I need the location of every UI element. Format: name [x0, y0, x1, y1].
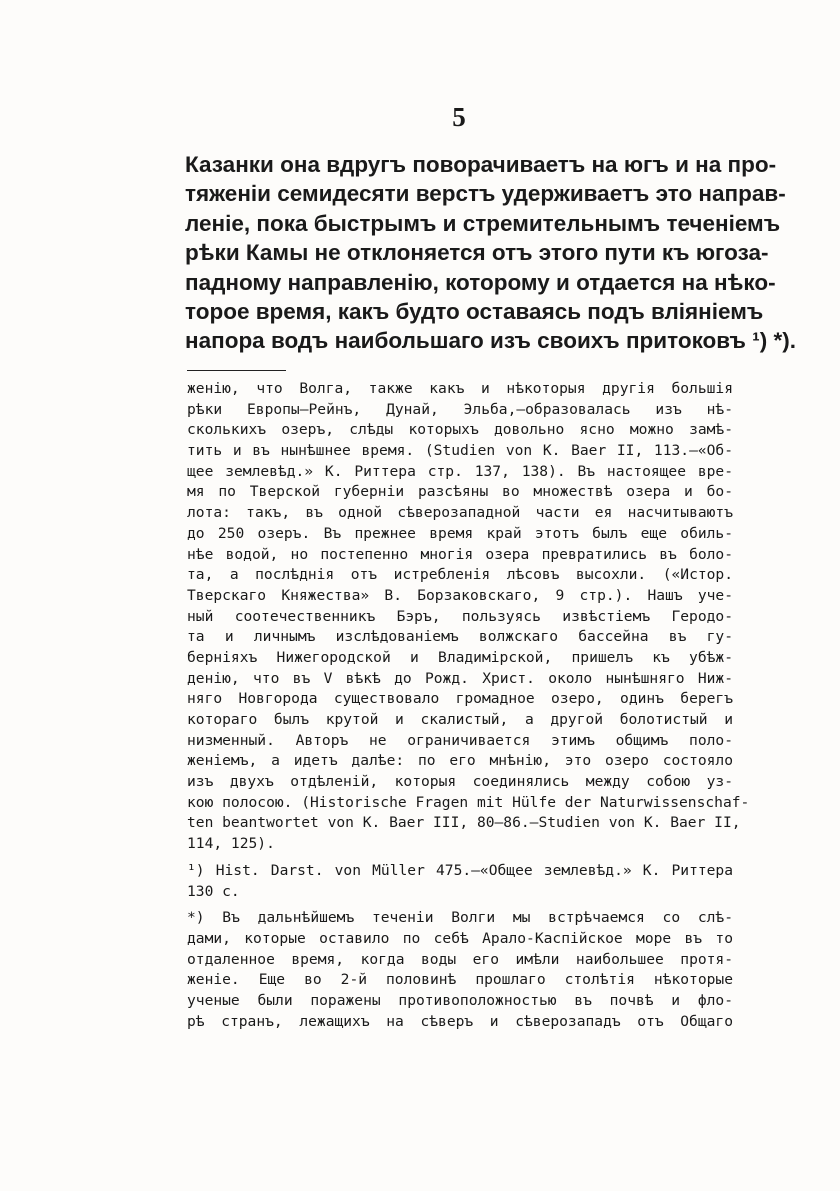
footnote-line: рѣки Европы—Рейнъ, Дунай, Эльба,—образовалась изъ нѣ-	[187, 400, 733, 418]
footnote-line: ученые были поражены противоположностью въ почвѣ и фло-	[187, 991, 733, 1009]
footnotes	[187, 379, 750, 1032]
footnote-line: та, а послѣднія отъ истребленія лѣсовъ высохли. («Истор.	[187, 566, 733, 584]
footnote-line: 130 с.	[187, 882, 240, 900]
main-line: торое время, какъ будто оставаясь подъ вліяніемъ	[185, 298, 764, 324]
footnote-line: низменный. Авторъ не ограничивается этимъ общимъ поло-	[187, 731, 733, 749]
main-paragraph	[185, 150, 796, 356]
footnote-line: кою полосою. (Historische Fragen mit Hülfe der Naturwissenschaf-	[187, 793, 750, 811]
main-line: тяженіи семидесяти верстъ удерживаетъ это направ-	[185, 181, 786, 207]
footnote-line: сколькихъ озеръ, слѣды которыхъ довольно ясно можно замѣ-	[187, 421, 733, 439]
main-line: леніе, пока быстрымъ и стремительнымъ теченіемъ	[185, 210, 781, 236]
footnote-line: нѣе водой, но постепенно многія озера превратились въ боло-	[187, 545, 733, 563]
footnote-line: котораго былъ крутой и скалистый, а другой болотистый и	[187, 711, 733, 728]
footnote-line: *) Въ дальнѣйшемъ теченіи Волги мы встрѣчаемся со слѣ-	[187, 909, 733, 927]
footnote-1	[187, 861, 733, 902]
footnote-divider	[187, 370, 286, 371]
main-line: Казанки она вдругъ поворачиваетъ на югъ и на про-	[185, 152, 777, 177]
footnote-continuation	[187, 379, 750, 855]
footnote-line: 114, 125).	[187, 835, 275, 853]
footnote-line: женіемъ, а идетъ далѣе: по его мнѣнію, это озеро состояло	[187, 752, 733, 770]
footnote-line: Тверскаго Княжества» В. Борзаковскаго, 9 стр.). Нашъ уче-	[187, 586, 733, 604]
footnote-line: берніяхъ Нижегородской и Владимірской, пришелъ къ убѣж-	[187, 648, 733, 666]
footnote-line: до 250 озеръ. Въ прежнее время край этотъ былъ еще обиль-	[187, 524, 733, 542]
main-line: падному направленію, которому и отдается на нѣко-	[185, 269, 776, 295]
footnote-line: тить и въ нынѣшнее время. (Studien von K. Baer II, 113.—«Об-	[187, 442, 733, 460]
footnote-line: ный соотечественникъ Бэръ, пользуясь извѣстіемъ Геродо-	[187, 607, 733, 625]
footnote-line: дами, которые оставило по себѣ Арало-Каспійское море въ то	[187, 929, 733, 947]
footnote-line: изъ двухъ отдѣленій, которыя соединялись между собою уз-	[187, 773, 733, 791]
footnote-line: та и личнымъ изслѣдованіемъ волжскаго бассейна въ гу-	[187, 628, 733, 646]
footnote-line: мя по Тверской губерніи разсѣяны во множествѣ озера и бо-	[187, 483, 733, 501]
main-line: рѣки Камы не отклоняется отъ этого пути къ югоза-	[185, 240, 769, 266]
main-line: напора водъ наибольшаго изъ своихъ притоковъ ¹) *).	[185, 328, 796, 354]
footnote-line: отдаленное время, когда воды его имѣли наибольшее протя-	[187, 950, 733, 968]
footnote-line: щее землевѣд.» К. Риттера стр. 137, 138). Въ настоящее вре-	[187, 462, 733, 480]
footnote-line: женіе. Еще во 2-й половинѣ прошлаго столѣтія нѣкоторые	[187, 971, 733, 989]
footnote-line: женію, что Волга, также какъ и нѣкоторыя другія большія	[187, 380, 733, 397]
footnote-line: рѣ странъ, лежащихъ на сѣверъ и сѣверозападъ отъ Общаго	[187, 1012, 733, 1030]
footnote-line: денію, что въ V вѣкѣ до Рожд. Христ. около нынѣшняго Ниж-	[187, 669, 733, 687]
footnote-line: ¹) Hist. Darst. von Müller 475.—«Общее землевѣд.» К. Риттера	[187, 861, 733, 879]
footnote-line: ten beantwortet von K. Baer III, 80—86.—Studien von K. Baer II,	[187, 814, 741, 832]
footnote-line: лота: такъ, въ одной сѣверозападной части ея насчитываютъ	[187, 504, 733, 522]
footnote-line: няго Новгорода существовало громадное озеро, одинъ берегъ	[187, 690, 733, 708]
footnote-star	[187, 908, 733, 1032]
page-number: 5	[452, 102, 466, 132]
